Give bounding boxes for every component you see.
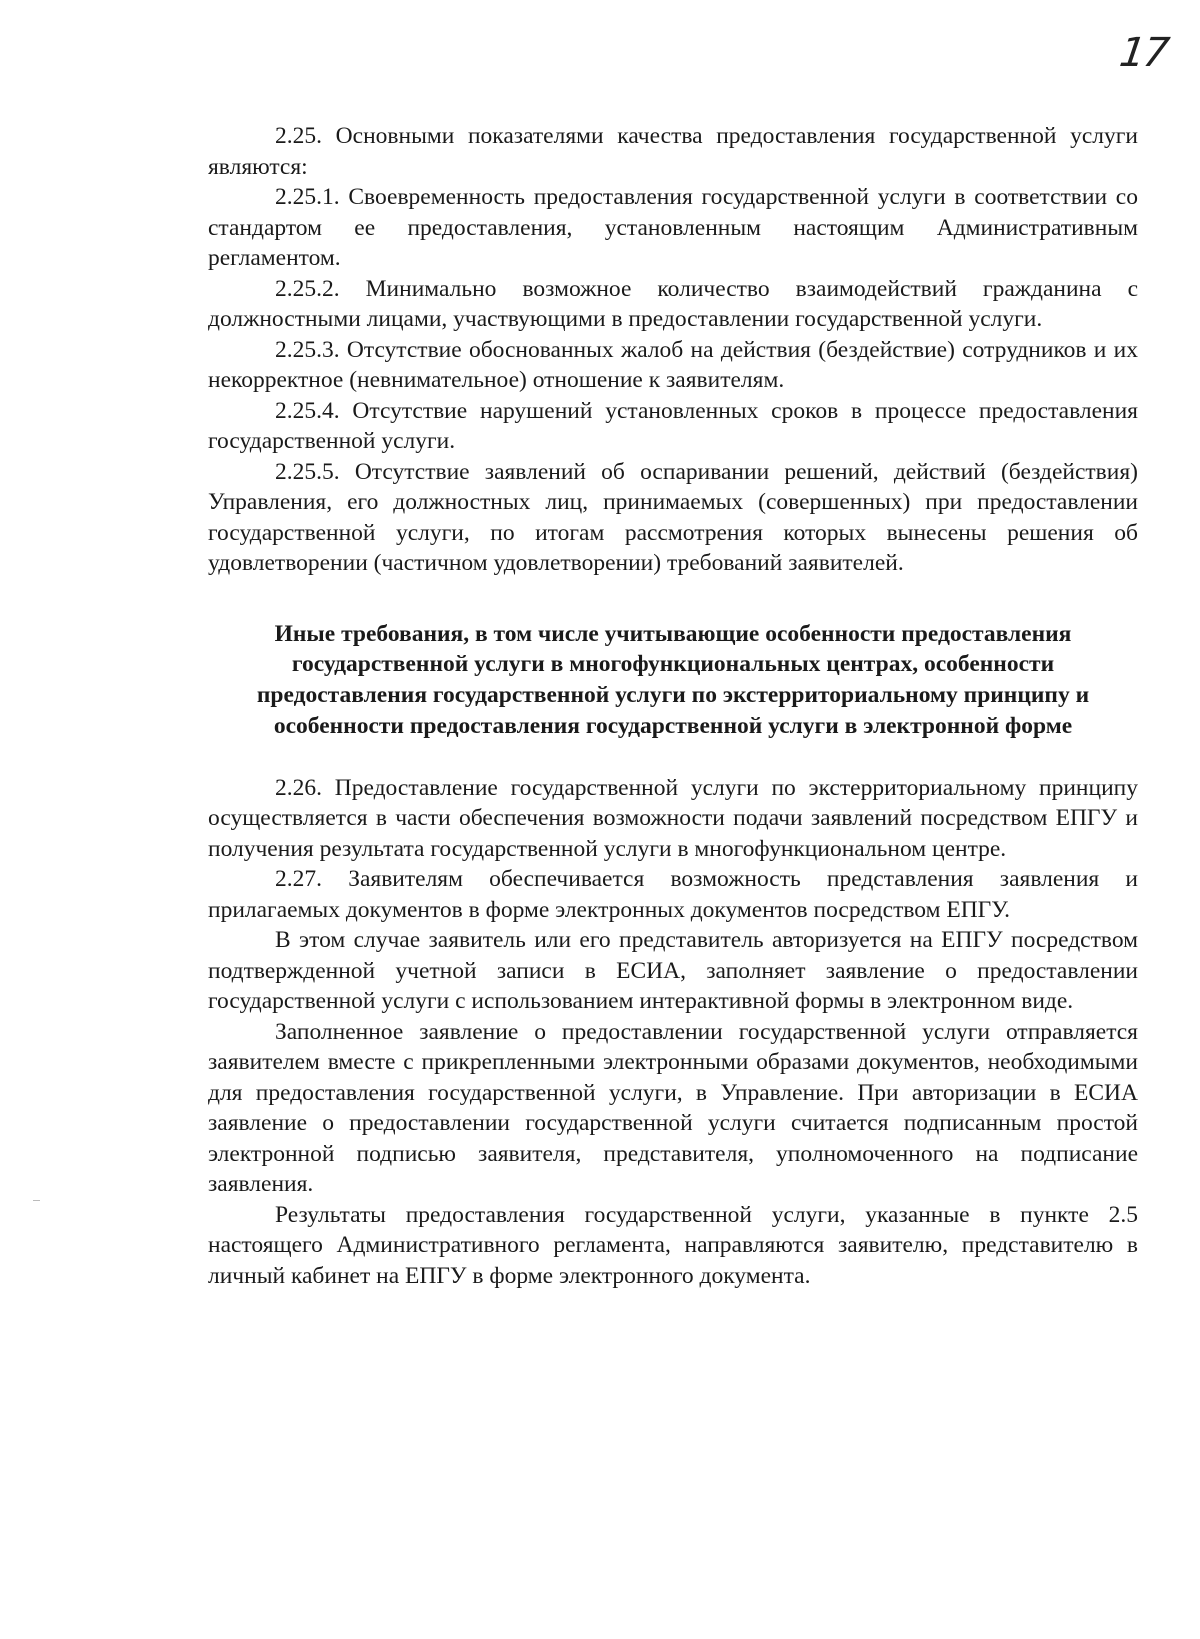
paragraph-2-27-esia: В этом случае заявитель или его представитель авторизуется на ЕПГУ посредством подтвержденной учетной записи в ЕСИА, заполняет заявление о предоставлении государственной услуги с использованием интерактивной формы в электронном виде. [208, 927, 1138, 1015]
paragraph-2-25-1: 2.25.1. Своевременность предоставления государственной услуги в соответствии со стандартом ее предоставления, установленным настоящим Административным регламентом. [208, 184, 1138, 271]
paragraph-2-25: 2.25. Основными показателями качества предоставления государственной услуги являются: [208, 123, 1138, 180]
scan-margin-mark [33, 1200, 40, 1201]
paragraph-2-25-4: 2.25.4. Отсутствие нарушений установленных сроков в процессе предоставления государственной услуги. [208, 397, 1138, 454]
section-heading: Иные требования, в том числе учитывающие особенности предоставления государственной услуги в многофункциональных центрах, особенности предоставления государственной услуги по экстерриториальному принципу и особенности предоставления государственной услуги в электронной форме [256, 620, 1090, 739]
paragraph-2-27-results: Результаты предоставления государственной услуги, указанные в пункте 2.5 настоящего Административного регламента, направляются заявителю, представителю в личный кабинет на ЕПГУ в форме электронного документа. [208, 1201, 1138, 1289]
paragraph-2-25-2: 2.25.2. Минимально возможное количество взаимодействий гражданина с должностными лицами, участвующими в предоставлении государственной услуги. [208, 275, 1138, 332]
paragraph-2-27-submission: Заполненное заявление о предоставлении государственной услуги отправляется заявителем вместе с прикрепленными электронными образами документов, необходимыми для предоставления государственной услуги, в Управление. При авторизации в ЕСИА заявление о предоставлении государственной услуги считается подписанным простой электронной подписью заявителя, представителя, уполномоченного на подписание заявления. [208, 1018, 1138, 1198]
paragraph-2-26: 2.26. Предоставление государственной услуги по экстерриториальному принципу осуществляется в части обеспечения возможности подачи заявлений посредством ЕПГУ и получения результата государственной услуги в многофункциональном центре. [208, 774, 1138, 862]
paragraph-2-27: 2.27. Заявителям обеспечивается возможность представления заявления и прилагаемых документов в форме электронных документов посредством ЕПГУ. [208, 866, 1138, 923]
paragraph-2-25-3: 2.25.3. Отсутствие обоснованных жалоб на действия (бездействие) сотрудников и их некорректное (невнимательное) отношение к заявителям. [208, 336, 1138, 393]
document-body [208, 121, 1138, 1291]
page-number: 17 [1116, 30, 1171, 76]
paragraph-2-25-5: 2.25.5. Отсутствие заявлений об оспаривании решений, действий (бездействия) Управления, его должностных лиц, принимаемых (совершенных) при предоставлении государственной услуги, по итогам рассмотрения которых вынесены решения об удовлетворении (частичном удовлетворении) требований заявителей. [208, 458, 1138, 576]
